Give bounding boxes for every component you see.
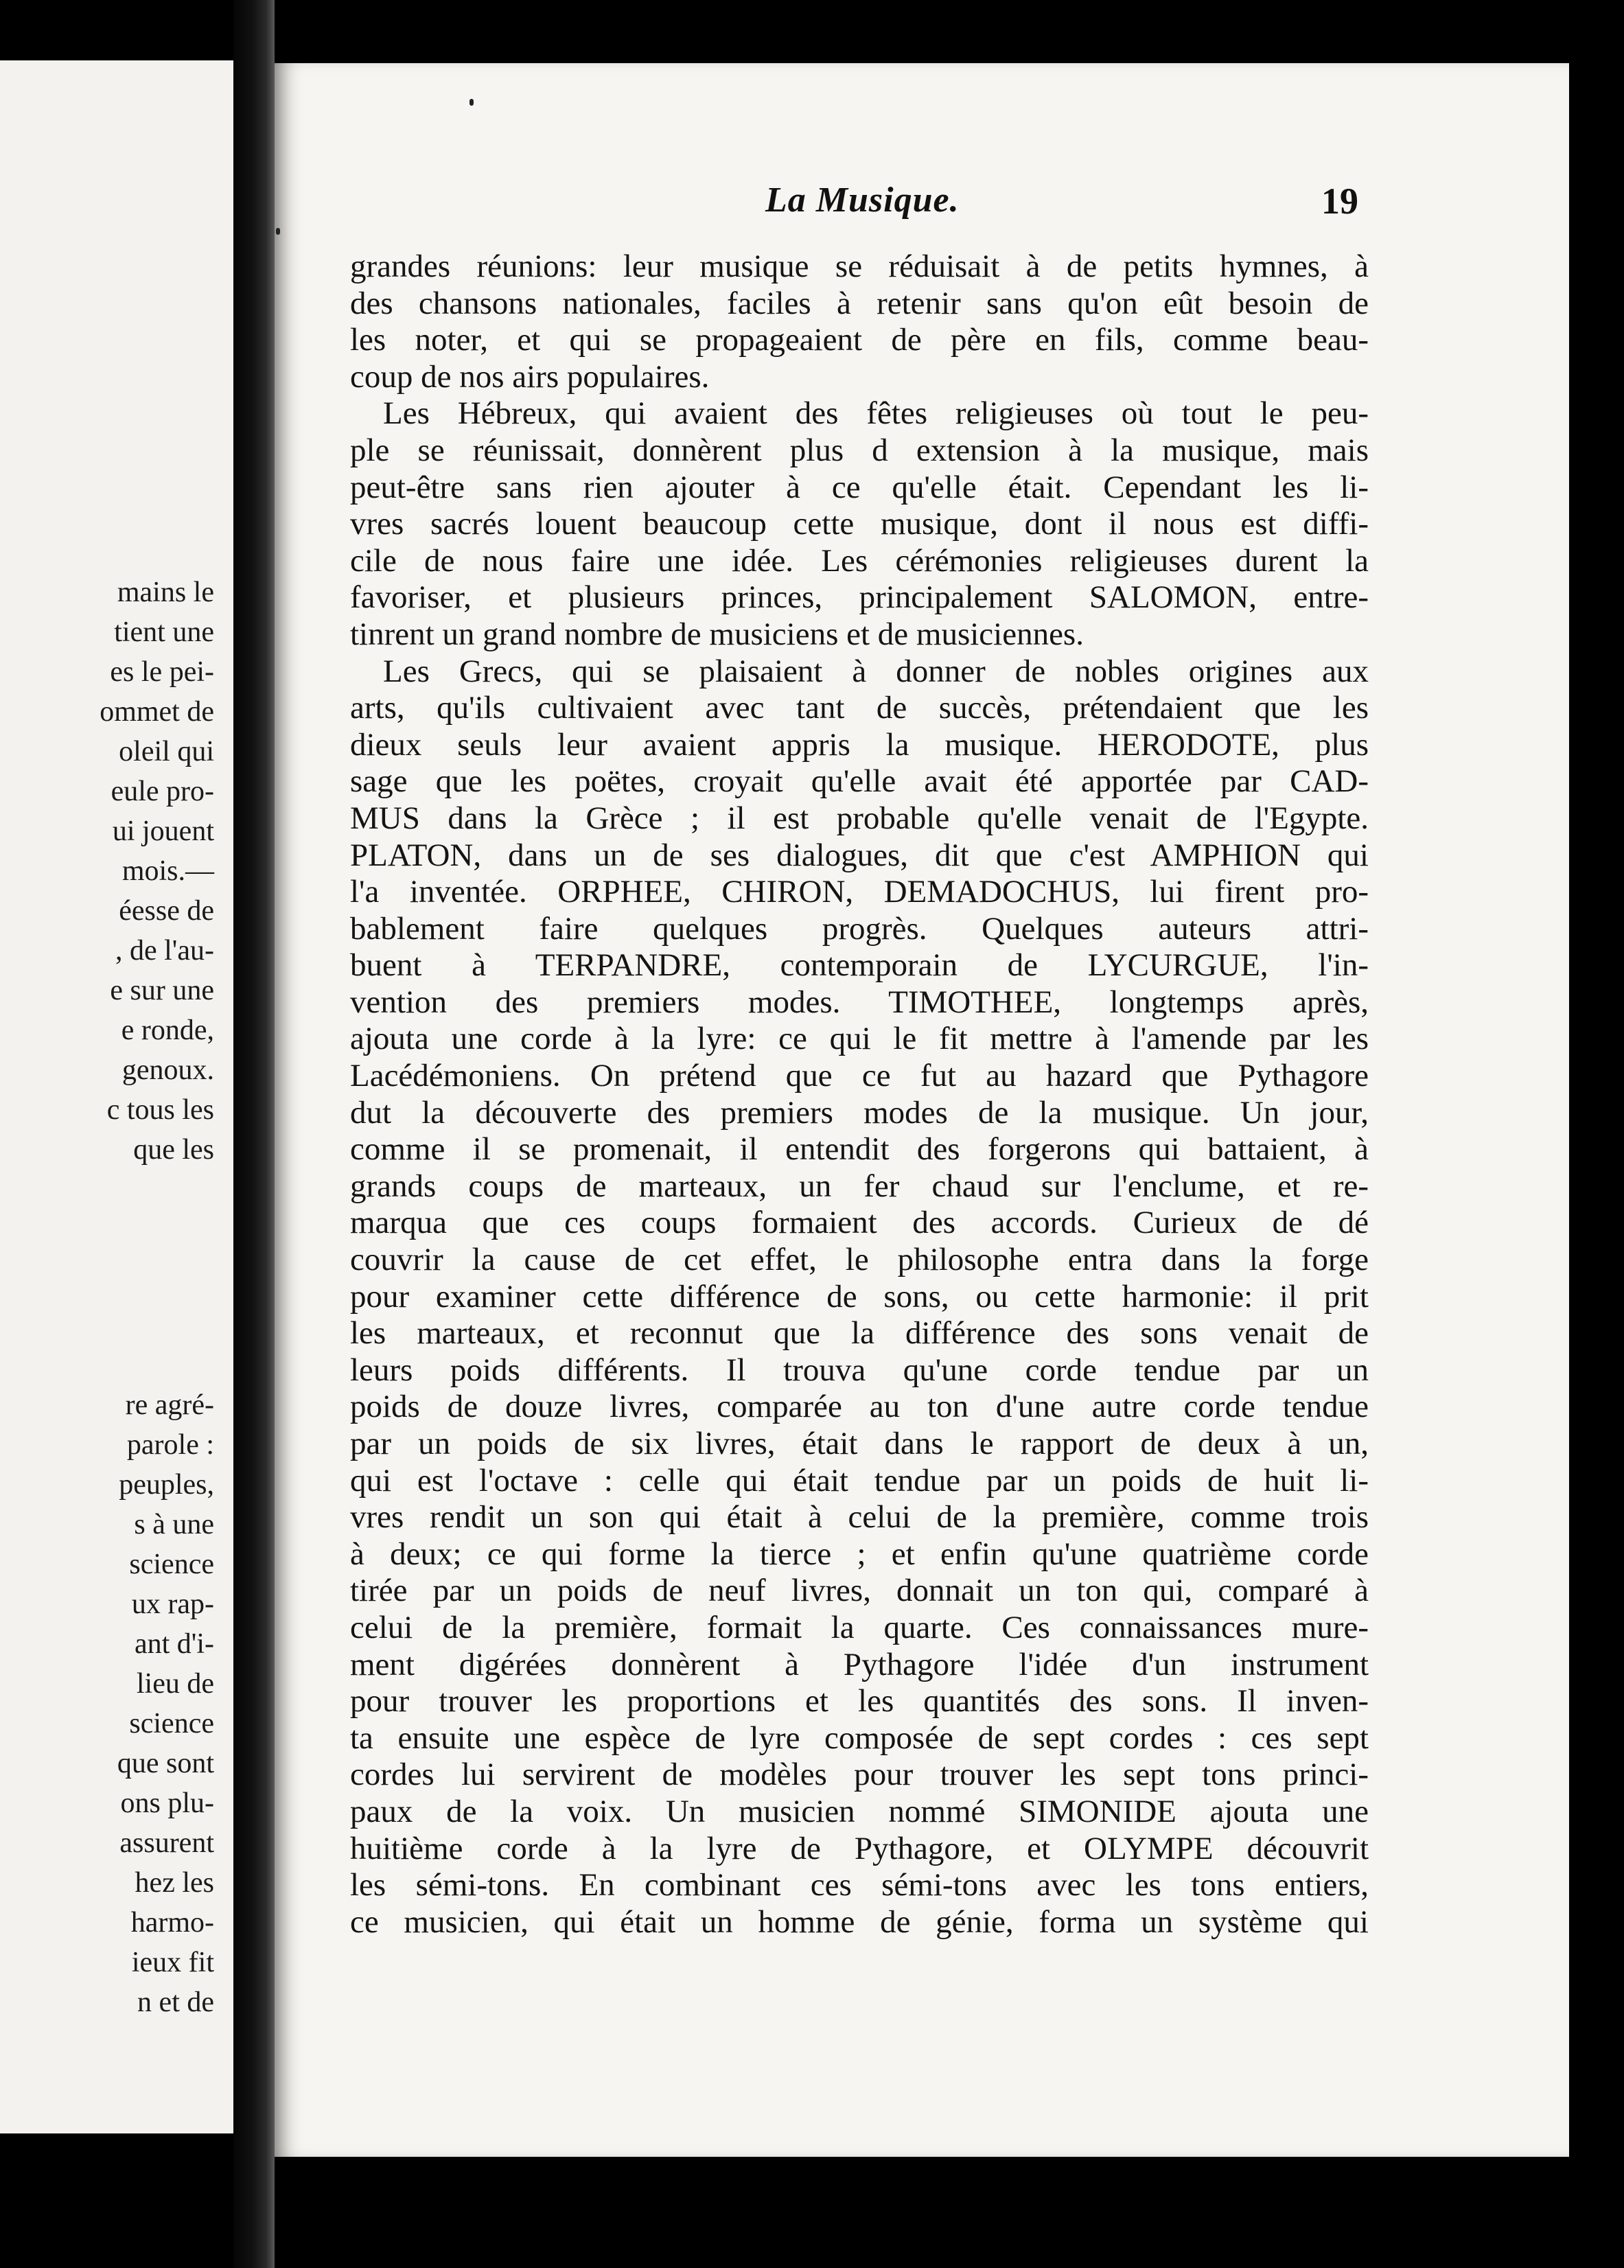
text-line: ce musicien, qui était un homme de génie, forma un système qui <box>350 1903 1369 1940</box>
left-line: lieu de <box>136 1668 214 1700</box>
text-line: pour trouver les proportions et les quantités des sons. Il inven- <box>350 1683 1369 1720</box>
text-line: des chansons nationales, faciles à retenir sans qu'on eût besoin de <box>350 285 1369 321</box>
left-line: e ronde, <box>121 1015 214 1046</box>
left-line: mains le <box>117 577 214 608</box>
text-line: bablement faire quelques progrès. Quelques auteurs attri- <box>350 910 1369 947</box>
text-line: les sémi-tons. En combinant ces sémi-tons avec les tons entiers, <box>350 1867 1369 1903</box>
left-line: mois.— <box>121 855 214 887</box>
left-line: e sur une <box>110 975 214 1006</box>
text-line: dieux seuls leur avaient appris la musique. HERODOTE, plus <box>350 726 1369 763</box>
left-line: que les <box>133 1134 214 1166</box>
text-line: paux de la voix. Un musicien nommé SIMONIDE ajouta une <box>350 1793 1369 1829</box>
text-line: marqua que ces coups formaient des accords. Curieux de dé <box>350 1205 1369 1241</box>
left-line: ui jouent <box>112 815 214 847</box>
left-line: science <box>129 1708 214 1739</box>
left-line: science <box>129 1549 214 1580</box>
left-line: tient une <box>114 616 214 648</box>
ink-speck <box>469 99 474 106</box>
text-line: les marteaux, et reconnut que la différence des sons venait de <box>350 1315 1369 1352</box>
left-line: hez les <box>135 1867 214 1899</box>
left-line: ieux fit <box>131 1947 214 1978</box>
ink-speck <box>276 228 280 235</box>
text-line: celui de la première, formait la quarte. Ces connaissances mure- <box>350 1609 1369 1645</box>
text-line: arts, qu'ils cultivaient avec tant de succès, prétendaient que les <box>350 690 1369 726</box>
text-line: MUS dans la Grèce ; il est probable qu'elle venait de l'Egypte. <box>350 800 1369 836</box>
left-line: ons plu- <box>120 1787 214 1819</box>
text-line: vention des premiers modes. TIMOTHEE, longtemps après, <box>350 984 1369 1020</box>
text-line: leurs poids différents. Il trouva qu'une corde tendue par un <box>350 1352 1369 1388</box>
running-head <box>275 180 1369 228</box>
left-page-fragment <box>0 60 233 2133</box>
text-line: pour examiner cette différence de sons, ou cette harmonie: il prit <box>350 1278 1369 1315</box>
text-line: huitième corde à la lyre de Pythagore, et OLYMPE découvrit <box>350 1830 1369 1866</box>
left-line: ux rap- <box>131 1588 214 1620</box>
book-gutter <box>233 0 275 2268</box>
left-line: ant d'i- <box>134 1628 214 1660</box>
text-line: grandes réunions: leur musique se réduisait à de petits hymnes, à <box>350 248 1369 284</box>
text-line: peut-être sans rien ajouter à ce qu'elle était. Cependant les li- <box>350 469 1369 505</box>
text-line: favoriser, et plusieurs princes, principalement SALOMON, entre- <box>350 579 1369 616</box>
text-line: vres rendit un son qui était à celui de la première, comme trois <box>350 1499 1369 1536</box>
text-line: cile de nous faire une idée. Les cérémonies religieuses durent la <box>350 542 1369 579</box>
text-line: cordes lui servirent de modèles pour trouver les sept tons princi- <box>350 1757 1369 1793</box>
text-line: Les Grecs, qui se plaisaient à donner de nobles origines aux <box>383 653 1369 689</box>
right-page <box>275 63 1569 2157</box>
text-line: tinrent un grand nombre de musiciens et de musiciennes. <box>350 616 1084 652</box>
text-line: sage que les poëtes, croyait qu'elle avait été apportée par CAD- <box>350 763 1369 800</box>
text-line: Les Hébreux, qui avaient des fêtes religieuses où tout le peu- <box>383 395 1369 432</box>
running-title: La Musique. <box>765 181 960 220</box>
left-line: es le pei- <box>110 656 214 688</box>
text-line: PLATON, dans un de ses dialogues, dit que c'est AMPHION qui <box>350 837 1369 873</box>
left-line: , de l'au- <box>115 935 214 967</box>
left-line: eule pro- <box>111 776 214 807</box>
left-line: que sont <box>117 1748 214 1779</box>
text-line: coup de nos airs populaires. <box>350 358 710 395</box>
left-line: éesse de <box>119 895 214 927</box>
left-page-text-block-lower <box>117 1385 214 2022</box>
body-text <box>350 248 1369 1941</box>
left-line: n et de <box>137 1987 214 2018</box>
text-line: tirée par un poids de neuf livres, donnait un ton qui, comparé à <box>350 1573 1369 1609</box>
text-line: l'a inventée. ORPHEE, CHIRON, DEMADOCHUS, lui firent pro- <box>350 874 1369 910</box>
left-line: genoux. <box>121 1054 214 1086</box>
page-number: 19 <box>1321 181 1358 222</box>
left-line: oleil qui <box>119 736 214 767</box>
left-line: re agré- <box>125 1389 214 1421</box>
left-page-text-block-upper <box>100 572 214 1170</box>
left-line: assurent <box>119 1827 214 1859</box>
left-line: parole : <box>126 1429 214 1461</box>
left-line: s à une <box>134 1509 214 1540</box>
text-line: comme il se promenait, il entendit des forgerons qui battaient, à <box>350 1131 1369 1168</box>
text-line: ple se réunissait, donnèrent plus d extension à la musique, mais <box>350 432 1369 468</box>
text-line: ment digérées donnèrent à Pythagore l'idée d'un instrument <box>350 1646 1369 1682</box>
left-line: harmo- <box>130 1907 214 1939</box>
text-line: qui est l'octave : celle qui était tendue par un poids de huit li- <box>350 1462 1369 1498</box>
text-line: ta ensuite une espèce de lyre composée de sept cordes : ces sept <box>350 1720 1369 1756</box>
text-line: buent à TERPANDRE, contemporain de LYCURGUE, l'in- <box>350 947 1369 984</box>
text-line: vres sacrés louent beaucoup cette musique, dont il nous est diffi- <box>350 506 1369 542</box>
text-line: couvrir la cause de cet effet, le philosophe entra dans la forge <box>350 1242 1369 1278</box>
left-line: ommet de <box>100 696 214 728</box>
text-line: par un poids de six livres, était dans le rapport de deux à un, <box>350 1426 1369 1461</box>
text-line: poids de douze livres, comparée au ton d'une autre corde tendue <box>350 1389 1369 1425</box>
text-line: à deux; ce qui forme la tierce ; et enfin qu'une quatrième corde <box>350 1536 1369 1572</box>
text-line: ajouta une corde à la lyre: ce qui le fit mettre à l'amende par les <box>350 1021 1369 1057</box>
text-line: les noter, et qui se propageaient de père en fils, comme beau- <box>350 322 1369 358</box>
left-line: c tous les <box>106 1094 214 1126</box>
left-line: peuples, <box>119 1469 214 1501</box>
text-line: dut la découverte des premiers modes de la musique. Un jour, <box>350 1094 1369 1131</box>
text-line: Lacédémoniens. On prétend que ce fut au hazard que Pythagore <box>350 1058 1369 1094</box>
text-line: grands coups de marteaux, un fer chaud sur l'enclume, et re- <box>350 1168 1369 1204</box>
